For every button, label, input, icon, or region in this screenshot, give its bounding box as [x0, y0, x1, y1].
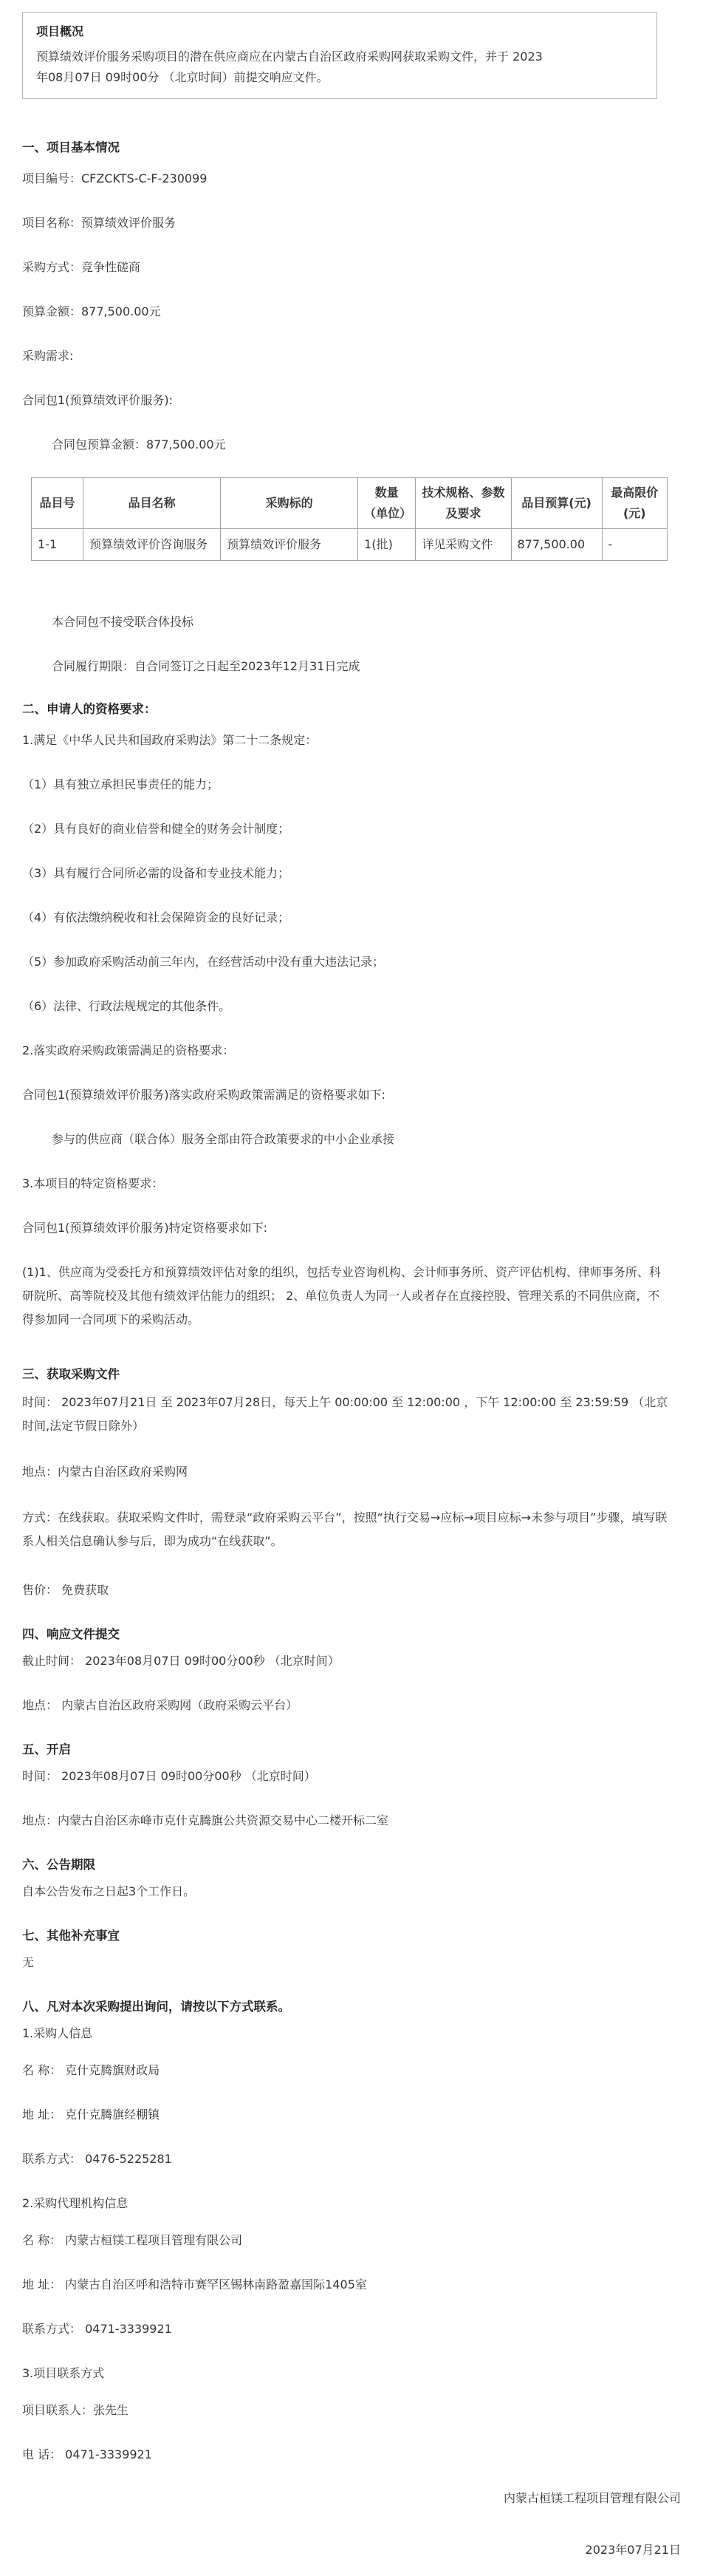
- cell-target: 预算绩效评价服务: [221, 529, 358, 561]
- special-package: 合同包1(预算绩效评价服务)特定资格要求如下:: [22, 1221, 268, 1235]
- project-number: 项目编号：CFZCKTS-C-F-230099: [22, 171, 208, 185]
- footer-organization: 内蒙古桓镁工程项目管理有限公司: [503, 2491, 681, 2505]
- agency-contact: 联系方式： 0471-3339921: [22, 2322, 172, 2336]
- buyer-name: 名 称： 克什克腾旗财政局: [22, 2063, 160, 2077]
- section-1-title: 一、项目基本情况: [22, 140, 120, 154]
- opening-time: 时间： 2023年08月07日 09时00分00秒 （北京时间）: [22, 1769, 316, 1783]
- footer-date: 2023年07月21日: [585, 2543, 681, 2557]
- budget-amount: 预算金额：877,500.00元: [22, 304, 161, 318]
- col-spec: 技术规格、参数及要求: [416, 478, 511, 529]
- special-requirement: 3.本项目的特定资格要求：: [22, 1176, 164, 1190]
- other-matters: 无: [22, 1955, 35, 1969]
- acquire-place: 地点：内蒙古自治区政府采购网: [22, 1465, 188, 1479]
- section-2-title: 二、申请人的资格要求：: [22, 702, 157, 716]
- col-max-price: 最高限价(元): [602, 478, 667, 529]
- policy-detail: 参与的供应商（联合体）服务全部由符合政策要求的中小企业承接: [52, 1132, 395, 1146]
- price: 售价： 免费获取: [22, 1583, 109, 1597]
- col-budget: 品目预算(元): [511, 478, 602, 529]
- section-4-title: 四、响应文件提交: [22, 1627, 120, 1641]
- table-row: [32, 529, 668, 561]
- announcement: [22, 12, 681, 2461]
- table-header-row: [32, 478, 668, 529]
- contract-package: 合同包1(预算绩效评价服务):: [22, 393, 174, 407]
- qualification-item: （3）具有履行合同所必需的设备和专业技术能力；: [22, 866, 290, 880]
- cell-item-name: 预算绩效评价咨询服务: [83, 529, 221, 561]
- qualification-item: （5）参加政府采购活动前三年内，在经营活动中没有重大违法记录；: [22, 955, 385, 969]
- law-requirement: 1.满足《中华人民共和国政府采购法》第二十二条规定：: [22, 733, 318, 747]
- overview-text: 预算绩效评价服务采购项目的潜在供应商应在内蒙古自治区政府采购网获取采购文件，并于 2023年08月07日 09时00分 （北京时间）前提交响应文件。: [36, 50, 543, 84]
- special-detail: (1)1、供应商为受委托方和预算绩效评估对象的组织，包括专业咨询机构、会计师事务所、资产评估机构、律师事务所、科研院所、高等院校及其他有绩效评估能力的组织； 2、单位负责人为同一人或者存在直接控股、管理关系的不同供应商，不得参加同一合同项下的采购活动。: [22, 1265, 661, 1326]
- agency-address: 地 址： 内蒙古自治区呼和浩特市赛罕区锡林南路盈嘉国际1405室: [22, 2277, 367, 2292]
- qualification-item: （1）具有独立承担民事责任的能力；: [22, 777, 219, 791]
- acquire-time: 时间： 2023年07月21日 至 2023年07月28日，每天上午 00:00:00 至 12:00:00 ，下午 12:00:00 至 23:59:59 （北京时间,法定节假日除外）: [22, 1395, 668, 1433]
- section-3-title: 三、获取采购文件: [22, 1367, 120, 1381]
- notice-period: 自本公告发布之日起3个工作日。: [22, 1884, 196, 1898]
- col-quantity: 数量（单位）: [358, 478, 416, 529]
- section-7-title: 七、其他补充事宜: [22, 1929, 120, 1943]
- project-overview-box: [22, 12, 657, 99]
- section-8-title: 八、凡对本次采购提出询问，请按以下方式联系。: [22, 2000, 290, 2014]
- qualification-item: （2）具有良好的商业信誉和健全的财务会计制度；: [22, 822, 290, 836]
- policy-requirement: 2.落实政府采购政策需满足的资格要求：: [22, 1043, 235, 1057]
- procurement-demand: 采购需求:: [22, 349, 74, 363]
- buyer-heading: 1.采购人信息: [22, 2026, 93, 2040]
- cell-item-no: 1-1: [32, 529, 83, 561]
- project-name: 项目名称：预算绩效评价服务: [22, 216, 176, 230]
- no-consortium-note: 本合同包不接受联合体投标: [52, 615, 194, 629]
- col-item-name: 品目名称: [83, 478, 221, 529]
- policy-package: 合同包1(预算绩效评价服务)落实政府采购政策需满足的资格要求如下:: [22, 1088, 386, 1102]
- submit-deadline: 截止时间： 2023年08月07日 09时00分00秒 （北京时间）: [22, 1654, 340, 1668]
- items-table: [31, 477, 668, 561]
- section-5-title: 五、开启: [22, 1742, 71, 1756]
- col-target: 采购标的: [221, 478, 358, 529]
- cell-max-price: -: [602, 529, 667, 561]
- package-budget: 合同包预算金额：877,500.00元: [52, 437, 226, 452]
- col-item-no: 品目号: [32, 478, 83, 529]
- procurement-method: 采购方式：竞争性磋商: [22, 260, 141, 274]
- agency-name: 名 称： 内蒙古桓镁工程项目管理有限公司: [22, 2233, 243, 2247]
- opening-place: 地点：内蒙古自治区赤峰市克什克腾旗公共资源交易中心二楼开标二室: [22, 1813, 389, 1827]
- qualification-item: （4）有依法缴纳税收和社会保障资金的良好记录；: [22, 910, 290, 924]
- overview-title: 项目概况: [36, 24, 84, 38]
- project-contact-heading: 3.项目联系方式: [22, 2366, 105, 2380]
- acquire-method: 方式：在线获取。获取采购文件时，需登录“政府采购云平台”，按照“执行交易→应标→项目应标→未参与项目”步骤，填写联系人相关信息确认参与后，即为成功“在线获取”。: [22, 1510, 668, 1548]
- cell-quantity: 1(批): [358, 529, 416, 561]
- buyer-address: 地 址： 克什克腾旗经棚镇: [22, 2108, 160, 2122]
- cell-spec: 详见采购文件: [416, 529, 511, 561]
- project-contact-phone: 电 话： 0471-3339921: [22, 2447, 152, 2461]
- agency-heading: 2.采购代理机构信息: [22, 2196, 128, 2210]
- cell-budget: 877,500.00: [511, 529, 602, 561]
- section-6-title: 六、公告期限: [22, 1858, 95, 1872]
- qualification-item: （6）法律、行政法规规定的其他条件。: [22, 999, 231, 1013]
- project-contact-person: 项目联系人：张先生: [22, 2403, 129, 2417]
- buyer-contact: 联系方式： 0476-5225281: [22, 2152, 172, 2166]
- contract-period: 合同履行期限：自合同签订之日起至2023年12月31日完成: [52, 659, 360, 673]
- submit-place: 地点： 内蒙古自治区政府采购网（政府采购云平台）: [22, 1698, 298, 1712]
